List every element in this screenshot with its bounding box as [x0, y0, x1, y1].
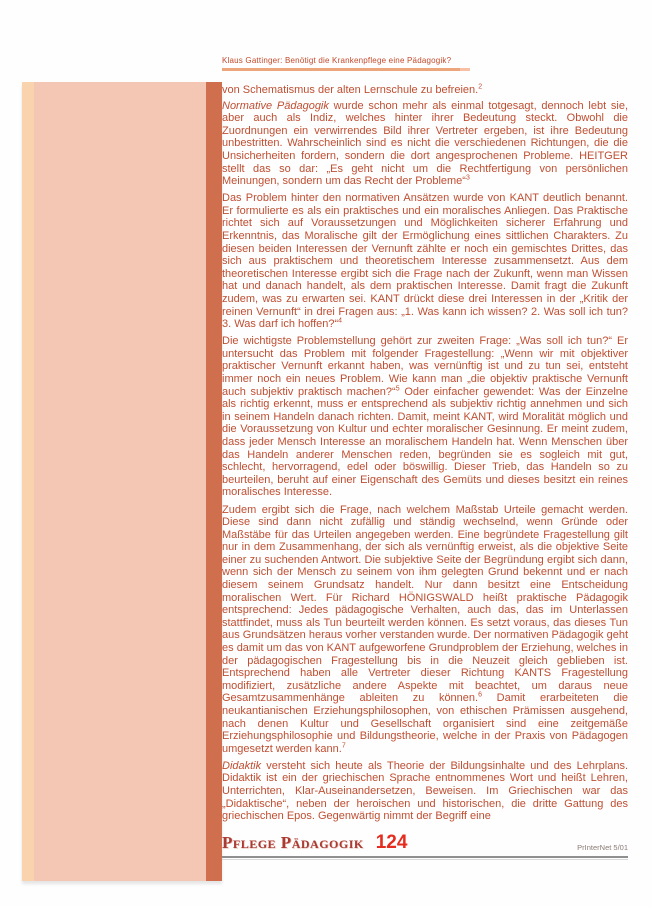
footnote-marker: 6 [478, 691, 482, 699]
footer-row [222, 832, 628, 854]
body-text: von Schematismus der alten Lernschule zu befreien. [222, 84, 479, 96]
article-body [222, 84, 628, 823]
emphasized-text: Didaktik [222, 759, 262, 772]
body-text: versteht sich heute als Theorie der Bildungsinhalte und des Lehrplans. Didaktik ist ein der griechischen Sprache entnommenes Wort und heißt Lehren, Unterrichten, Klar-Auseinandersetzen, Beweisen. Im Griechischen war das „Didaktische“, neben der heroischen und historischen, die dritte Gattung des griechischen Epos. Gegenwärtig nimmt der Begriff eine [222, 759, 628, 823]
footer-rule [222, 856, 628, 860]
paragraph [222, 504, 628, 756]
decorative-side-bar [22, 82, 222, 881]
footer-page-number: 124 [375, 832, 408, 853]
paragraph [222, 760, 628, 823]
body-text: Das Problem hinter den normativen Ansätzen wurde von KANT deutlich benannt. Er formulierte es als ein praktisches und ein moralisches Anliegen. Das Praktische richtet sich auf Voraussetzungen und Möglichkeiten sicherer Erfahrung und Erkenntnis, das Moralische gilt der Ermöglichung eines sittlichen Charakters. Zu diesen beiden Interessen der Vernunft zählte er noch ein gemischtes Drittes, das sich aus praktischem und theoretischem Interesse zusammensetzt. Aus dem theoretischen Interesse ergibt sich die Frage nach der Zukunft, wenn man Wissen hat und danach handelt, als dem praktischen Interesse. Damit fragt die Zukunft zudem, was zu erwarten sei. KANT drückt diese drei Interessen in der „Kritik der reinen Vernunft“ in drei Fragen aus: „1. Was kann ich wissen? 2. Was soll ich tun? 3. Was darf ich hoffen?“ [222, 192, 628, 331]
body-text: Die wichtigste Problemstellung gehört zur zweiten Frage: „Was soll ich tun?“ Er untersucht das Problem mit folgender Fragestellung: „Wenn wir mit objektiver praktischer Vernunft erkannt haben, was vernünftig ist und zu tun sei, entsteht immer noch ein neues Problem. Wie kann man „die objektiv praktische Vernunft auch subjektiv praktisch machen?“ [222, 335, 628, 398]
footnote-marker: 3 [465, 174, 470, 182]
footer-journal-ref: PrInterNet 5/01 [577, 843, 628, 852]
page-content [222, 56, 628, 827]
running-header: Klaus Gattinger: Benötigt die Krankenpflege eine Pädagogik? [222, 56, 452, 65]
emphasized-text: Normative Pädagogik [222, 99, 329, 112]
paragraph [222, 100, 628, 188]
footnote-marker: 2 [478, 83, 483, 91]
paragraph [222, 84, 628, 97]
footnote-marker: 4 [338, 317, 343, 325]
footer-section-title: Pflege Pädagogik [222, 833, 364, 852]
header-underline [222, 68, 470, 71]
body-text: Oder einfacher gewendet: Was der Einzelne als richtig erkennt, muss er entsprechend als subjektiv richtig annehmen und sich in seinem Handeln danach richten. Damit, meint KANT, wird Moralität möglich und die Voraussetzung von Kultur und echter moralischer Gesinnung. Er meint zudem, dass jeder Mensch Interesse an moralischem Handeln hat. Wenn Menschen über das Handeln anderer Menschen reden, begründen sie es sogleich mit gut, schlecht, hervorragend, edel oder böswillig. Dieser Trieb, das Handeln so zu beurteilen, beruht auf einer Eigenschaft des Gemüts und dieses besitzt ein reines moralisches Interesse. [222, 385, 628, 499]
body-text: wurde schon mehr als einmal totgesagt, dennoch lebt sie, aber auch als Indiz, welches hinter ihrer Bedeutung steckt. Obwohl die Zuordnungen ein verwirrendes Bild ihrer Vertreter ergeben, ist ihre Bedeutung unbestritten. Wahrscheinlich sind es nicht die verschiedenen Richtungen, die die Unsicherheiten fordern, sondern die dort angesprochenen Probleme. HEITGER stellt das so dar: „Es geht nicht um die Rechtfertigung von persönlichen Meinungen, sondern um das Recht der Probleme“ [222, 99, 629, 188]
body-text: Damit erarbeiteten die neukantianischen Erziehungsphilosophen, von ethischen Prämissen ausgehend, nach denen Kultur und Gesellschaft organisiert sind eine zeitgemäße Erziehungsphilosophie und Bildungstheorie, welche in der Praxis von Pädagogen umgesetzt werden kann. [222, 692, 629, 755]
footnote-marker: 5 [395, 385, 400, 392]
page-footer [222, 832, 628, 860]
body-text: Zudem ergibt sich die Frage, nach welchem Maßstab Urteile gemacht werden. Diese sind dann nicht zufällig und ständig wechselnd, wenn Gründe oder Maßstäbe für das Urteilen angegeben werden. Eine begründete Fragestellung gilt nur in dem Zusammenhang, der sich als vernünftig erweist, als die objektive Seite einer zu suchenden Antwort. Die subjektive Seite der Begründung ergibt sich dann, wenn sich der Mensch zu seinem von ihm gelegten Grund bekennt und er nach diesem seinem Grundsatz handelt. Nur dann besitzt eine Entscheidung moralischen Wert. Für Richard HÖNIGSWALD heißt praktische Pädagogik entsprechend: Jedes pädagogische Verhalten, auch das, das im Unterlassen stattfindet, muss als Tun beurteilt werden können. Es setzt voraus, das dieses Tun aus Grundsätzen heraus vorher verstanden wurde. Der normativen Pädagogik geht es damit um das von KANT aufgeworfene Grundproblem der Erziehung, welches in der pädagogischen Fragestellung bis in die Neuzeit gleich geblieben ist. Entsprechend haben alle Vertreter dieser Richtung KANTS Fragestellung modifiziert, zusätzliche andere Aspekte mit beachtet, um daraus neue Gesamtzusammenhänge ableiten zu können. [222, 503, 629, 705]
footnote-marker: 7 [341, 742, 346, 750]
paragraph [222, 192, 628, 331]
paragraph [222, 335, 628, 499]
